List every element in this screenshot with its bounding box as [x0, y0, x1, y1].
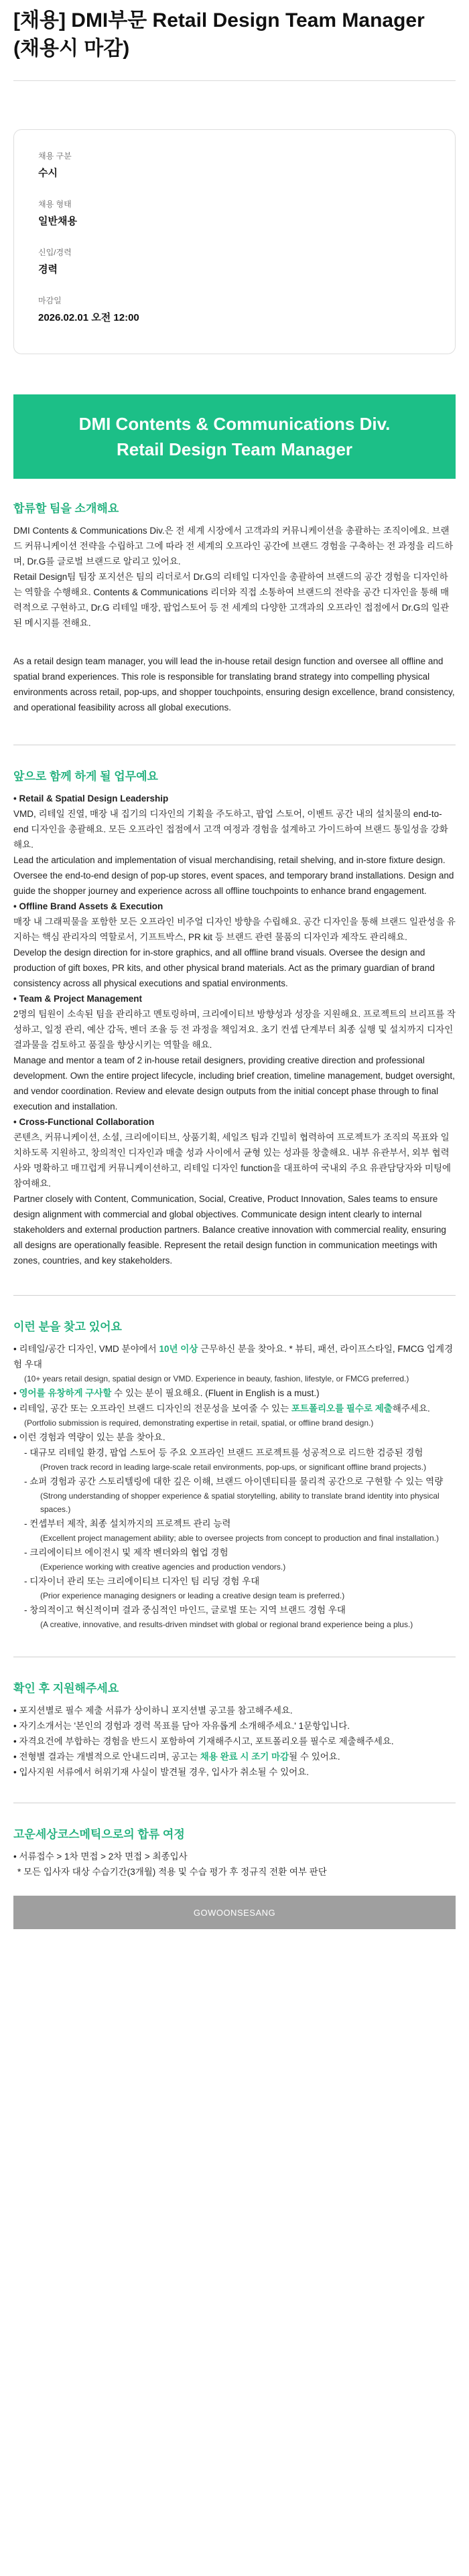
qual-highlight: 10년 이상 — [159, 1344, 198, 1354]
notice-heading: 확인 후 지원해주세요 — [13, 1682, 119, 1695]
info-row-type — [38, 150, 431, 181]
qual-sub-item: - 대규모 리테일 환경, 팝업 스토어 등 주요 오프라인 브랜드 프로젝트를 성공적으로 리드한 검증된 경험 — [24, 1448, 423, 1458]
intro-paragraph-kr-1: DMI Contents & Communications Div.은 전 세계 시장에서 고객과의 커뮤니케이션을 총괄하는 조직이에요. 브랜드 커뮤니케이션 전략을 수립하고 그에 따라 전 세계의 오프라인 공간에 브랜드 경험을 구축하는 전 과정을 리드하며, Dr.G를 글로벌 브랜드로 알리고 있어요. — [13, 526, 454, 566]
task-item — [13, 899, 456, 991]
tasks-heading: 앞으로 함께 하게 될 업무예요 — [13, 770, 158, 783]
qual-text: • — [13, 1388, 19, 1398]
banner-line-role: Retail Design Team Manager — [116, 439, 353, 459]
notice-item: • 입사지원 서류에서 허위기재 사실이 발견될 경우, 입사가 취소될 수 있어요. — [13, 1767, 309, 1777]
notice-item — [13, 1749, 456, 1764]
info-row-form — [38, 198, 431, 229]
task-item — [13, 791, 456, 899]
qual-sub-item-en: (Prior experience managing designers or leading a creative design team is preferred.) — [40, 1591, 345, 1600]
qual-item-experience-en: (10+ years retail design, spatial design or VMD. Experience in beauty, fashion, lifestyle, or FMCG preferred.) — [24, 1374, 409, 1383]
info-value: 일반채용 — [38, 216, 77, 227]
notice-text: • 전형별 결과는 개별적으로 안내드리며, 공고는 — [13, 1752, 200, 1762]
info-label: 마감일 — [38, 296, 62, 305]
task-item — [13, 991, 456, 1114]
task-desc-en: Manage and mentor a team of 2 in-house retail designers, providing creative direction and professional development. Own the entire project lifecycle, including brief creation, timeline management, budget oversight, and vendor coordination. Review and elevate design outputs from the initial concept phase through to final execution and installation. — [13, 1055, 455, 1112]
task-desc-kr: VMD, 리테일 진열, 매장 내 집기의 디자인의 기획을 주도하고, 팝업 스토어, 이벤트 공간 내의 설치물의 end-to-end 디자인을 총괄해요. 모든 오프라인 접점에서 고객 여정과 경험을 설계하고 가이드하여 브랜드 통일성을 강화해요. — [13, 809, 448, 850]
task-desc-kr: 콘텐츠, 커뮤니케이션, 소셜, 크리에이티브, 상품기획, 세일즈 팀과 긴밀히 협력하여 프로젝트가 조직의 목표와 일치하도록 지원하고, 창의적인 디자인과 매출 성과 사이에서 균형 있는 성과를 창출해요. 내부 유관부서, 외부 협력사와 명확하고 매끄럽게 커뮤니케이션하고, 리테일 디자인 function을 대표하여 국내외 주요 유관담당자와 미팅에 참여해요. — [13, 1132, 452, 1189]
qual-item-portfolio — [13, 1401, 456, 1416]
qual-text: 근무하신 분을 찾아요. * 뷰티, 패션, 라이프스타일, FMCG 업계경험 우대 — [13, 1344, 454, 1369]
notice-text: 될 수 있어요. — [289, 1752, 340, 1762]
notice-highlight: 채용 완료 시 조기 마감 — [200, 1752, 289, 1762]
task-item — [13, 1114, 456, 1268]
qual-text: 수 있는 분이 필요해요. (Fluent in English is a must.) — [111, 1388, 320, 1398]
process-note: * 모든 입사자 대상 수습기간(3개월) 적용 및 수습 평가 후 정규직 전환 여부 판단 — [17, 1867, 327, 1877]
qual-item-portfolio-en: (Portfolio submission is required, demonstrating expertise in retail, spatial, or offline brand design.) — [24, 1418, 374, 1428]
process-heading: 고운세상코스메틱으로의 합류 여정 — [13, 1828, 185, 1841]
qual-sub-item-en: (A creative, innovative, and results-driven mindset with global or regional brand experience being a plus.) — [40, 1620, 413, 1629]
intro-paragraph-en: As a retail design team manager, you will lead the in-house retail design function and oversee all offline and spatial brand experiences. This role is responsible for translating brand strategy into compelling physical environments across retail, pop-ups, and shopper touchpoints, ensuring design excellence, brand consistency, and operational feasibility across all global executions. — [13, 656, 455, 712]
qualifications-section — [13, 1296, 456, 1631]
qual-sub-item-en: (Experience working with creative agencies and production vendors.) — [40, 1562, 286, 1572]
info-row-deadline — [38, 295, 431, 325]
qual-sub-item: - 쇼퍼 경험과 공간 스토리텔링에 대한 깊은 이해, 브랜드 아이덴티티를 물리적 공간으로 구현할 수 있는 역량 — [24, 1476, 444, 1487]
task-title: • Team & Project Management — [13, 994, 143, 1004]
qual-highlight: 포트폴리오를 필수로 제출 — [291, 1404, 393, 1414]
qual-text: • 리테일/공간 디자인, VMD 분야에서 — [13, 1344, 159, 1354]
qual-sub-item-en: (Strong understanding of shopper experience & spatial storytelling, ability to translate brand identity into physical spaces.) — [40, 1491, 440, 1514]
qual-item-experience — [13, 1341, 456, 1372]
tasks-section — [13, 745, 456, 1268]
team-banner — [13, 394, 456, 479]
intro-paragraph-kr-2: Retail Design팀 팀장 포지션은 팀의 리더로서 Dr.G의 리테일 디자인을 총괄하여 브랜드의 공간 경험을 디자인하는 역할을 수행해요. Contents & Communications 리더와 직접 소통하여 브랜드의 전략을 공간 디자인을 통해 매력적으로 구현하고, Dr.G 리테일 매장, 팝업스토어 등 전 세계의 다양한 고객과의 오프라인 접점에서 Dr.G의 일관된 메시지를 전해요. — [13, 572, 450, 628]
info-label: 채용 형태 — [38, 200, 72, 209]
task-desc-en: Lead the articulation and implementation of visual merchandising, retail shelving, and in-store fixture design. Oversee the end-to-end design of pop-up stores, event spaces, and temporary brand installations. Design and guide the shopper journey and experience across all offline touchpoints to enhance brand engagement. — [13, 855, 454, 896]
info-value: 2026.02.01 오전 12:00 — [38, 312, 139, 323]
qual-sub-item: - 컨셉부터 제작, 최종 설치까지의 프로젝트 관리 능력 — [24, 1519, 231, 1529]
task-desc-kr: 2명의 팀원이 소속된 팀을 관리하고 멘토링하며, 크리에이티브 방향성과 성장을 지원해요. 프로젝트의 브리프를 작성하고, 일정 관리, 예산 감독, 벤더 조율 등 전 과정을 책임져요. 초기 컨셉 단계부터 최종 실행 및 설치까지 디자인 결과물을 검토하고 품질을 향상시키는 역할을 해요. — [13, 1009, 456, 1050]
info-value: 수시 — [38, 167, 58, 179]
qual-sub-item: - 디자이너 관리 또는 크리에이티브 디자인 팀 리딩 경험 우대 — [24, 1576, 260, 1586]
company-button[interactable]: GOWOONSESANG — [13, 1896, 456, 1929]
task-desc-kr: 매장 내 그래픽물을 포함한 모든 오프라인 비주얼 디자인 방향을 수립해요. 공간 디자인을 통해 브랜드 일관성을 유지하는 핵심 관리자의 역할로서, 기프트박스, PR kit 등 브랜드 관련 물품의 디자인과 제작도 관리해요. — [13, 917, 456, 942]
task-title: • Offline Brand Assets & Execution — [13, 901, 163, 911]
qual-text: 해주세요. — [392, 1404, 430, 1414]
qual-highlight: 영어를 유창하게 구사할 — [19, 1388, 112, 1398]
qual-item-english — [13, 1385, 456, 1401]
intro-heading: 합류할 팀을 소개해요 — [13, 502, 119, 515]
qual-sub-item: - 창의적이고 혁신적이며 결과 중심적인 마인드, 글로벌 또는 지역 브랜드 경험 우대 — [24, 1605, 346, 1615]
qual-sub-item-en: (Proven track record in leading large-scale retail environments, pop-ups, or significant offline brand projects.) — [40, 1462, 427, 1472]
banner-line-division: DMI Contents & Communications Div. — [78, 414, 391, 434]
task-desc-en: Develop the design direction for in-store graphics, and all offline brand visuals. Oversee the design and production of gift boxes, PR kits, and other physical brand materials. Act as the primary guardian of brand consistency across all physical executions and spatial environments. — [13, 948, 435, 988]
info-value: 경력 — [38, 264, 58, 275]
qual-item-competency: • 이런 경험과 역량이 있는 분을 찾아요. — [13, 1432, 165, 1442]
title-divider — [13, 80, 456, 81]
qual-sub-item: - 크리에이티브 에이전시 및 제작 벤더와의 협업 경험 — [24, 1547, 228, 1558]
process-steps: • 서류접수 > 1차 면접 > 2차 면접 > 최종입사 — [13, 1851, 188, 1862]
notice-section — [13, 1657, 456, 1780]
notice-item: • 자격요건에 부합하는 경험을 반드시 포함하여 기재해주시고, 포트폴리오를 필수로 제출해주세요. — [13, 1736, 394, 1746]
task-desc-en: Partner closely with Content, Communication, Social, Creative, Product Innovation, Sales teams to ensure design alignment with commercial and global objectives. Communicate design intent clearly to internal stakeholders and external production partners. Balance creative innovation with commercial reality, ensuring all designs are operationally feasible. Represent the retail design function in communication meetings with zones, countries, and key stakeholders. — [13, 1194, 446, 1266]
qual-sub-item-en: (Excellent project management ability; able to oversee projects from concept to production and final installation.) — [40, 1533, 439, 1543]
info-label: 신입/경력 — [38, 248, 72, 257]
qual-text: • 리테일, 공간 또는 오프라인 브랜드 디자인의 전문성을 보여줄 수 있는 — [13, 1404, 291, 1414]
notice-item: • 포지션별로 필수 제출 서류가 상이하니 포지션별 공고를 참고해주세요. — [13, 1706, 293, 1716]
job-info-card — [13, 129, 456, 354]
info-row-career — [38, 246, 431, 277]
task-title: • Retail & Spatial Design Leadership — [13, 793, 169, 804]
task-title: • Cross-Functional Collaboration — [13, 1117, 155, 1127]
notice-item: • 자기소개서는 '본인의 경험과 경력 목표를 담아 자유롭게 소개해주세요.' 1문항입니다. — [13, 1721, 350, 1731]
process-section — [13, 1803, 456, 1880]
qualifications-heading: 이런 분을 찾고 있어요 — [13, 1320, 122, 1333]
page-title: [채용] DMI부문 Retail Design Team Manager (채용시 마감) — [13, 9, 425, 60]
info-label: 채용 구분 — [38, 151, 72, 161]
